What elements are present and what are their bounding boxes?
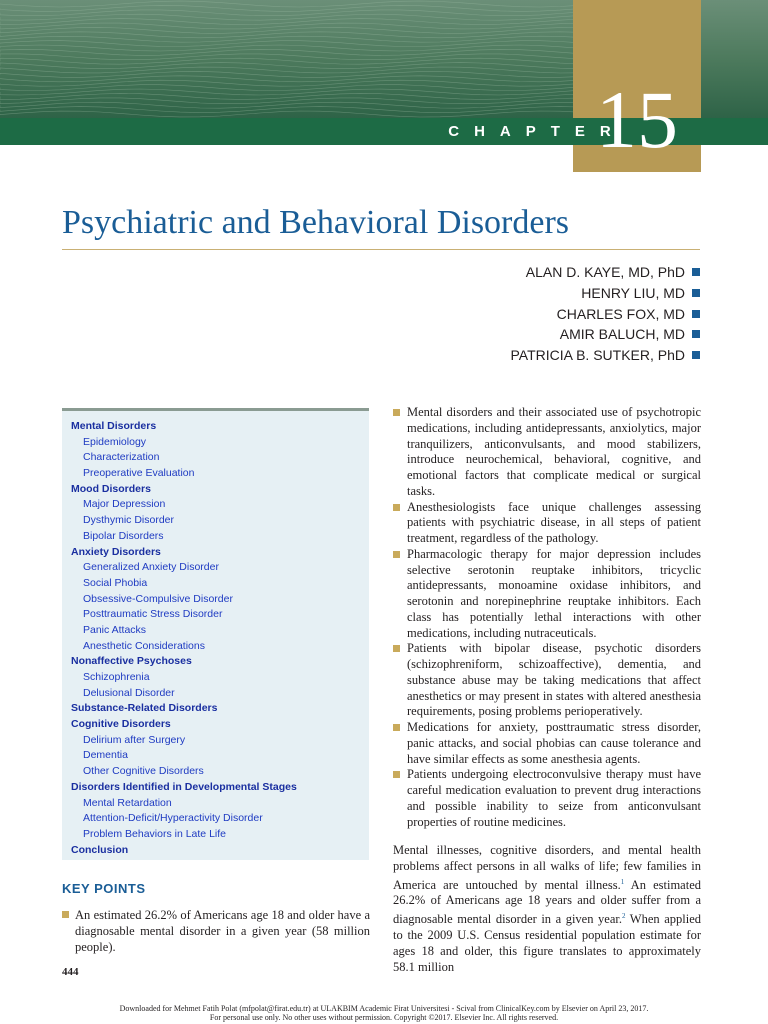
body-text: Mental illnesses, cognitive disorders, and mental health problems affect persons in all walks of life; few families in America are untouched by mental illness. (393, 843, 701, 892)
key-point-text: Patients undergoing electroconvulsive therapy must have careful medication evaluation to prevent drug interactions and possible inability to seize from anticonvulsant properties of routine medicines. (407, 767, 701, 829)
key-point-text: Pharmacologic therapy for major depression includes selective serotonin reuptake inhibitors, tricyclic antidepressants, monoamine oxidase inhibitors, and serotonin and norepinephrine reuptake inhibitors. Each class has potentially lethal interactions with other medications, including nutraceuticals. (407, 546, 701, 640)
outline-section-link[interactable]: Cognitive Disorders (71, 718, 171, 731)
outline-subsection-link[interactable]: Social Phobia (83, 576, 148, 589)
author-list (510, 262, 700, 366)
outline-subsection-link[interactable]: Bipolar Disorders (83, 529, 164, 542)
body-text: When applied to the 2009 U.S. Census residential population estimate for ages 18 and older, this figure translates to approximately 58.1 million (393, 912, 701, 974)
key-point-text: Medications for anxiety, posttraumatic stress disorder, panic attacks, and social phobias can cause tolerance and have similar effects as some anesthesia agents. (407, 720, 701, 766)
chapter-outline (62, 408, 369, 860)
outline-section-link[interactable]: Nonaffective Psychoses (71, 655, 192, 668)
key-point-item (393, 500, 701, 547)
outline-subsection-link[interactable]: Major Depression (83, 498, 166, 511)
key-point-item (393, 547, 701, 642)
footer-line: Downloaded for Mehmet Fatih Polat (mfpolat@firat.edu.tr) at ULAKBIM Academic Firat Universitesi - Scival from ClinicalKey.com by Elsevier on April 23, 2017. (119, 1004, 649, 1013)
bullet-square-icon (692, 351, 700, 359)
author-line (510, 324, 700, 345)
author-line (510, 283, 700, 304)
bullet-square-icon (393, 409, 400, 416)
reference-link[interactable]: 1 (620, 877, 625, 886)
key-points-list (393, 405, 701, 830)
reference-link[interactable]: 2 (621, 912, 626, 921)
outline-subsection-link[interactable]: Delusional Disorder (83, 686, 175, 699)
bullet-square-icon (393, 645, 400, 652)
key-point-item (393, 405, 701, 500)
title-divider (62, 249, 700, 250)
outline-subsection-link[interactable]: Obsessive-Compulsive Disorder (83, 592, 233, 605)
chapter-banner (0, 0, 768, 172)
key-point-text: Anesthesiologists face unique challenges assessing patients with psychiatric disease, in all steps of patient treatment, regardless of the pathology. (407, 499, 701, 545)
author-line (510, 262, 700, 283)
outline-section-link[interactable]: Mood Disorders (71, 482, 151, 495)
outline-subsection-link[interactable]: Generalized Anxiety Disorder (83, 561, 219, 574)
bullet-square-icon (692, 330, 700, 338)
download-footer (0, 1004, 768, 1022)
key-point-item (62, 907, 370, 955)
outline-section-link[interactable]: Conclusion (71, 843, 129, 856)
page-number: 444 (62, 966, 79, 978)
author-name: CHARLES FOX, MD (556, 305, 685, 322)
bullet-square-icon (393, 551, 400, 558)
body-paragraph (393, 843, 701, 975)
outline-subsection-link[interactable]: Dysthymic Disorder (83, 514, 175, 527)
key-points-heading: KEY POINTS (62, 881, 146, 896)
author-name: PATRICIA B. SUTKER, PhD (510, 347, 685, 364)
key-point-item (393, 720, 701, 767)
outline-subsection-link[interactable]: Posttraumatic Stress Disorder (83, 608, 223, 621)
footer-line: For personal use only. No other uses without permission. Copyright ©2017. Elsevier Inc. All rights reserved. (209, 1013, 559, 1022)
body-text: An estimated 26.2% of Americans age 18 years and older suffer from a diagnosable mental disorder in a given year. (393, 877, 701, 927)
bullet-square-icon (692, 289, 700, 297)
key-point-text: An estimated 26.2% of Americans age 18 and older have a diagnosable mental disorder in a given year (58 million people). (75, 908, 370, 954)
outline-subsection-link[interactable]: Schizophrenia (83, 671, 150, 683)
outline-subsection-link[interactable]: Anesthetic Considerations (83, 639, 205, 652)
outline-subsection-link[interactable]: Preoperative Evaluation (83, 467, 195, 480)
outline-subsection-link[interactable]: Epidemiology (83, 435, 147, 448)
outline-section-link[interactable]: Anxiety Disorders (71, 545, 161, 558)
outline-subsection-link[interactable]: Panic Attacks (83, 623, 147, 636)
key-point-text: Mental disorders and their associated use of psychotropic medications, including antidepressants, anxiolytics, major tranquilizers, anticonvulsants, and mood stabilizers, introduce neurochemical, behavioral, cognitive, and emotional factors that complicate medical or surgical tasks. (407, 405, 701, 498)
bullet-square-icon (692, 268, 700, 276)
outline-subsection-link[interactable]: Attention-Deficit/Hyperactivity Disorder (83, 812, 263, 825)
outline-section-link[interactable]: Disorders Identified in Developmental Stages (71, 780, 297, 793)
outline-subsection-link[interactable]: Dementia (83, 749, 128, 762)
key-point-item (393, 767, 701, 830)
bullet-square-icon (62, 911, 69, 918)
chapter-title: Psychiatric and Behavioral Disorders (62, 204, 570, 241)
bullet-square-icon (393, 724, 400, 731)
outline-section-link[interactable]: Substance-Related Disorders (71, 702, 218, 715)
outline-subsection-link[interactable]: Other Cognitive Disorders (83, 765, 204, 778)
author-name: ALAN D. KAYE, MD, PhD (525, 264, 685, 280)
chapter-number: 15 (596, 74, 678, 165)
outline-subsection-link[interactable]: Characterization (83, 451, 160, 464)
author-name: AMIR BALUCH, MD (559, 326, 685, 343)
outline-subsection-link[interactable]: Mental Retardation (83, 796, 172, 809)
bullet-square-icon (692, 310, 700, 318)
bullet-square-icon (393, 771, 400, 778)
key-point-item (393, 641, 701, 720)
outline-subsection-link[interactable]: Problem Behaviors in Late Life (83, 827, 226, 840)
outline-section-link[interactable]: Mental Disorders (71, 420, 157, 432)
key-point-text: Patients with bipolar disease, psychotic disorders (schizophreniform, schizoaffective), dementia, and substance abuse may be taking medications that affect anesthetics or may present in states with altered anesthesia requirements, posing problems perioperatively. (407, 641, 701, 719)
author-line (510, 345, 700, 366)
outline-subsection-link[interactable]: Delirium after Surgery (83, 733, 186, 746)
author-name: HENRY LIU, MD (581, 284, 685, 301)
author-line (510, 304, 700, 325)
chapter-label: CHAPTER (448, 123, 626, 140)
bullet-square-icon (393, 504, 400, 511)
